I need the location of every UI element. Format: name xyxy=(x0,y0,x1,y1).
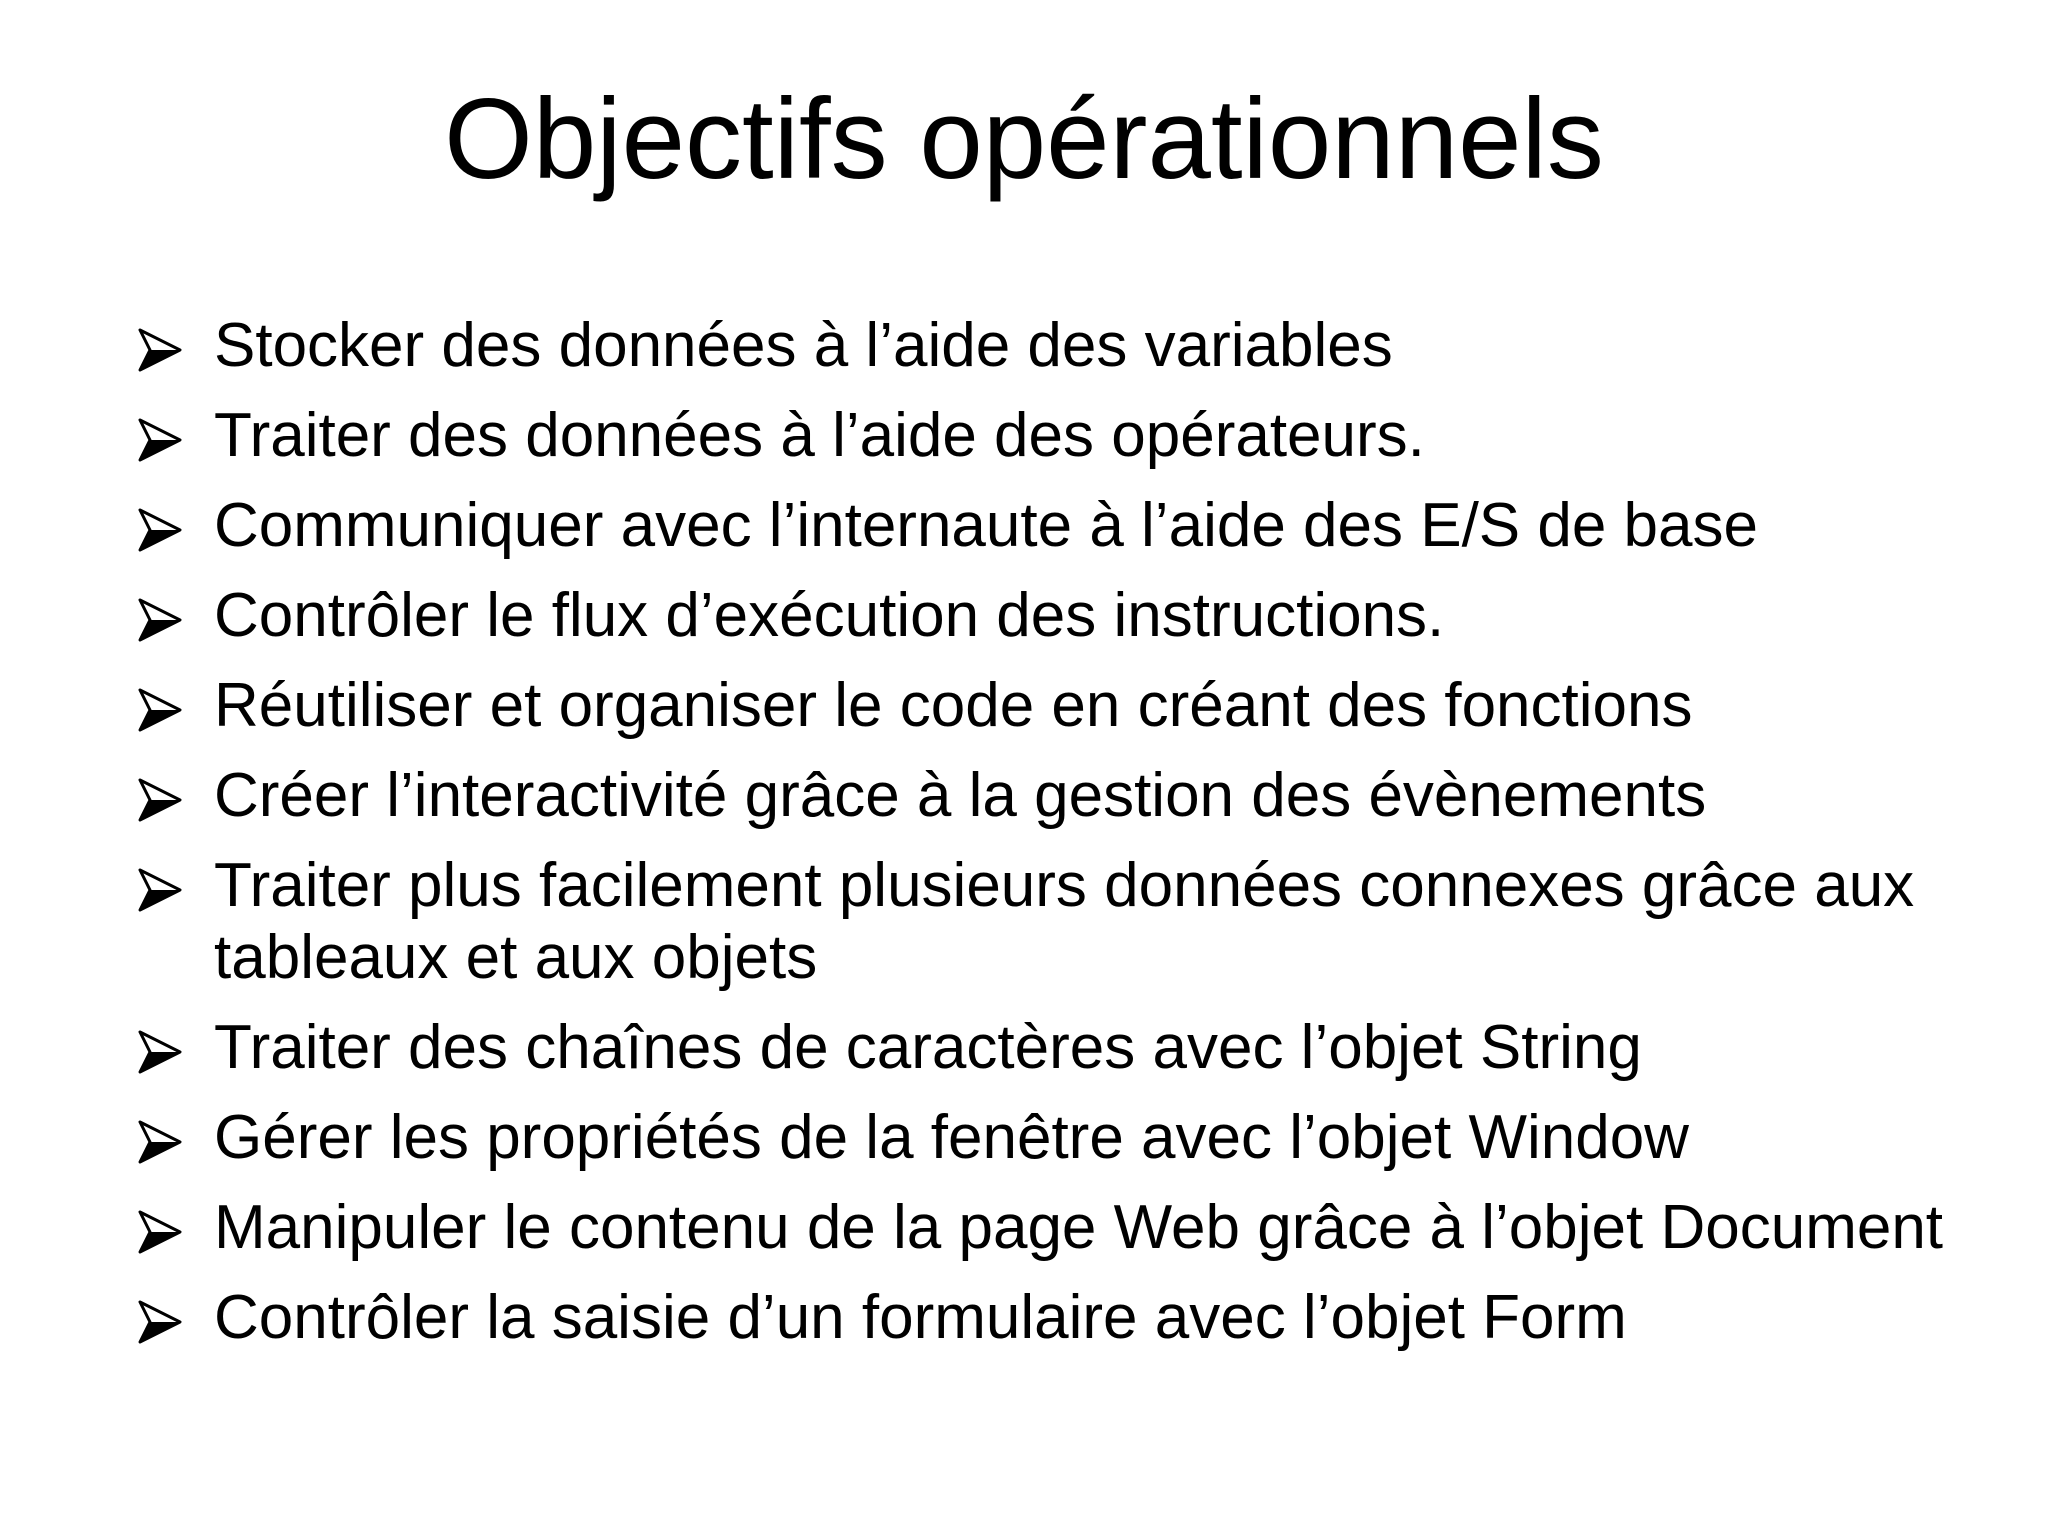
list-item xyxy=(138,490,1998,580)
arrowhead-bullet-icon xyxy=(138,580,214,650)
list-item-text: Stocker des données à l’aide des variables xyxy=(214,311,1393,380)
list-item xyxy=(138,760,1998,850)
list-item-text: Communiquer avec l’internaute à l’aide des E/S de base xyxy=(214,491,1759,560)
list-item xyxy=(138,310,1998,400)
arrowhead-bullet-icon xyxy=(138,670,214,740)
list-item-text: Traiter des chaînes de caractères avec l’objet String xyxy=(214,1013,1642,1082)
arrowhead-bullet-icon xyxy=(138,850,214,920)
arrowhead-bullet-icon xyxy=(138,1282,214,1352)
list-item-text: Traiter plus facilement plusieurs données connexes grâce aux tableaux et aux objets xyxy=(214,851,1915,992)
list-item xyxy=(138,1282,1998,1372)
objectives-list xyxy=(138,310,1998,1372)
slide-title: Objectifs opérationnels xyxy=(444,76,1604,203)
arrowhead-bullet-icon xyxy=(138,1102,214,1172)
list-item xyxy=(138,580,1998,670)
list-item xyxy=(138,850,1998,1012)
list-item xyxy=(138,670,1998,760)
list-item xyxy=(138,1192,1998,1282)
arrowhead-bullet-icon xyxy=(138,1012,214,1082)
list-item-text: Contrôler la saisie d’un formulaire avec l’objet Form xyxy=(214,1283,1627,1352)
list-item-text: Manipuler le contenu de la page Web grâce à l’objet Document xyxy=(214,1193,1944,1262)
list-item-text: Réutiliser et organiser le code en créant des fonctions xyxy=(214,671,1693,740)
arrowhead-bullet-icon xyxy=(138,1192,214,1262)
list-item-text: Traiter des données à l’aide des opérateurs. xyxy=(214,401,1425,470)
list-item-text: Gérer les propriétés de la fenêtre avec l’objet Window xyxy=(214,1103,1689,1172)
list-item xyxy=(138,1012,1998,1102)
list-item xyxy=(138,400,1998,490)
arrowhead-bullet-icon xyxy=(138,310,214,380)
list-item xyxy=(138,1102,1998,1192)
list-item-text: Créer l’interactivité grâce à la gestion des évènements xyxy=(214,761,1707,830)
arrowhead-bullet-icon xyxy=(138,490,214,560)
list-item-text: Contrôler le flux d’exécution des instructions. xyxy=(214,581,1445,650)
arrowhead-bullet-icon xyxy=(138,760,214,830)
arrowhead-bullet-icon xyxy=(138,400,214,470)
